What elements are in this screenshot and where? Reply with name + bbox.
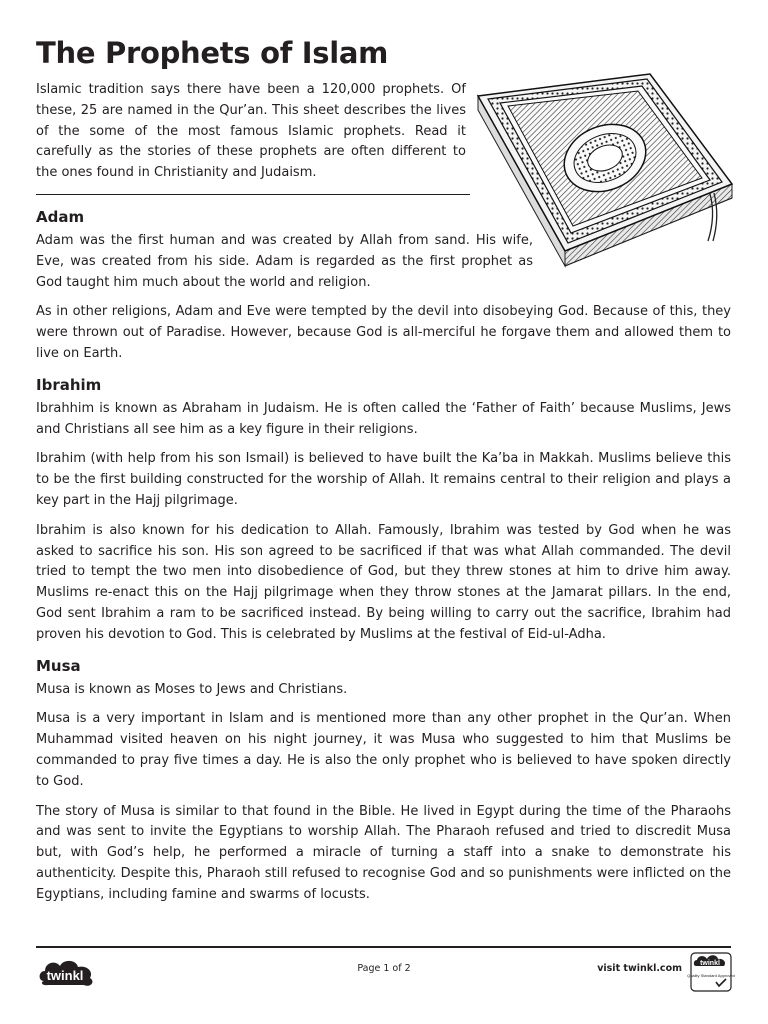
adam-paragraph-2: As in other religions, Adam and Eve were tempted by the devil into disobeying God. Because of this, they were thrown out of Paradise. However, because God is all-merciful he forgave them and allowed them to live on Earth. — [36, 304, 731, 361]
musa-paragraph-3: The story of Musa is similar to that found in the Bible. He lived in Egypt during the time of the Pharaohs and was sent to invite the Egyptians to worship Allah. The Pharaoh refused and tried to discredit Musa but, with God’s help, he performed a miracle of turning a staff into a snake to demonstrate his authenticity. Despite this, Pharaoh still refused to recognise God and so punishments were inflicted on the Egyptians, including famine and swarms of locusts. — [36, 803, 731, 902]
footer-divider — [36, 946, 731, 948]
musa-paragraph-2: Musa is a very important in Islam and is mentioned more than any other prophet in the Qur’an. When Muhammad visited heaven on his night journey, it was Musa who suggested to him that Muslims be commanded to pray five times a day. He is also the only prophet who is believed to have spoken directly to God. — [36, 711, 731, 789]
visit-website-link[interactable]: visit twinkl.com — [597, 963, 682, 974]
page-title: The Prophets of Islam — [36, 36, 389, 70]
intro-paragraph: Islamic tradition says there have been a 120,000 prophets. Of these, 25 are named in the Qur’an. This sheet describes the lives of the some of the most famous Islamic prophets. Read it carefully as the stories of these prophets are often different to the ones found in Christianity and Judaism. — [36, 82, 466, 181]
ibrahim-paragraph-2: Ibrahim (with help from his son Ismail) is believed to have built the Ka’ba in Makkah. Muslims believe this to be the first building constructed for the worship of Allah. It remains central to their religion and plays a key part in the Hajj pilgrimage. — [36, 451, 731, 508]
intro-divider — [36, 194, 470, 195]
section-heading-ibrahim: Ibrahim — [36, 375, 102, 394]
twinkl-logo-text: twinkl — [46, 968, 84, 983]
badge-logo-text: twinkl — [700, 960, 720, 967]
musa-paragraph-1: Musa is known as Moses to Jews and Christians. — [36, 681, 348, 697]
section-heading-adam: Adam — [36, 208, 85, 226]
page-number: Page 1 of 2 — [357, 963, 411, 974]
badge-caption: Quality Standard Approved — [687, 973, 735, 978]
main-content — [36, 206, 731, 915]
adam-paragraph-1: Adam was the first human and was created by Allah from sand. His wife, Eve, was created from his side. Adam is regarded as the first prophet as God taught him much about the world and religion. — [36, 233, 533, 290]
quality-standard-badge — [687, 952, 735, 992]
section-heading-musa: Musa — [36, 656, 81, 675]
ibrahim-paragraph-3: Ibrahim is also known for his dedication to Allah. Famously, Ibrahim was tested by God when he was asked to sacrifice his son. His son agreed to be sacrificed if that was what Allah commanded. The devil tried to tempt the two men into disobedience of God, but they threw stones at him to drive him away. Muslims re-enact this on the Hajj pilgrimage when they throw stones at the Jamarat pillars. In the end, God sent Ibrahim a ram to be sacrificed instead. By being willing to carry out the sacrifice, Ibrahim had proven his devotion to God. This is celebrated by Muslims at the festival of Eid-ul-Adha. — [36, 522, 731, 642]
ibrahim-paragraph-1: Ibrahhim is known as Abraham in Judaism. He is often called the ‘Father of Faith’ because Muslims, Jews and Christians all see him as a key figure in their religions. — [36, 400, 731, 437]
